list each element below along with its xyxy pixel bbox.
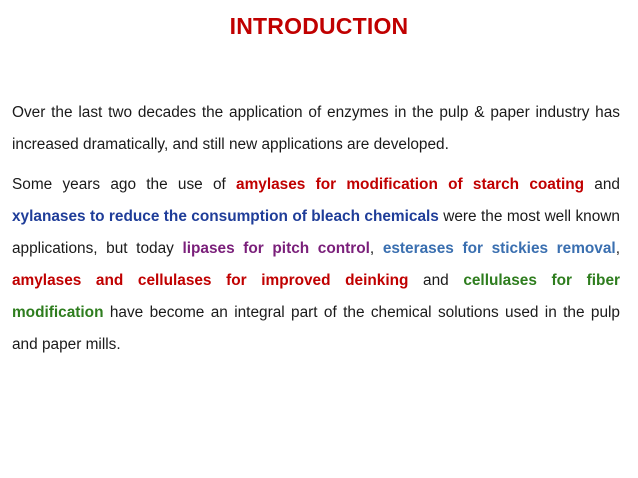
- term-lipases: lipases for pitch control: [182, 240, 370, 257]
- term-xylanases: xylanases to reduce the consumption of bleach chemicals: [12, 208, 439, 225]
- paragraph-applications: [12, 169, 620, 361]
- term-deinking: amylases and cellulases for improved deinking: [12, 272, 409, 289]
- text-comma-1: ,: [369, 240, 383, 257]
- term-esterases: esterases for stickies removal: [382, 240, 616, 257]
- text-end: have become an integral part of the chemical solutions used in the pulp and paper mills.: [12, 304, 620, 353]
- term-amylases-starch: amylases for modification of starch coating: [236, 176, 585, 193]
- text-intro: Some years ago the use of: [12, 176, 237, 193]
- term-fiber: cellulases for fiber modification: [12, 272, 620, 321]
- text-comma-2: ,: [615, 240, 620, 257]
- text-and-2: and: [408, 272, 464, 289]
- slide-title: INTRODUCTION: [229, 13, 409, 39]
- text-known: were the most well known applications, but today: [12, 208, 620, 257]
- paragraph-intro: Over the last two decades the application of enzymes in the pulp & paper industry has increased dramatically, and still new applications are developed.: [12, 104, 620, 153]
- text-and-1: and: [584, 176, 620, 193]
